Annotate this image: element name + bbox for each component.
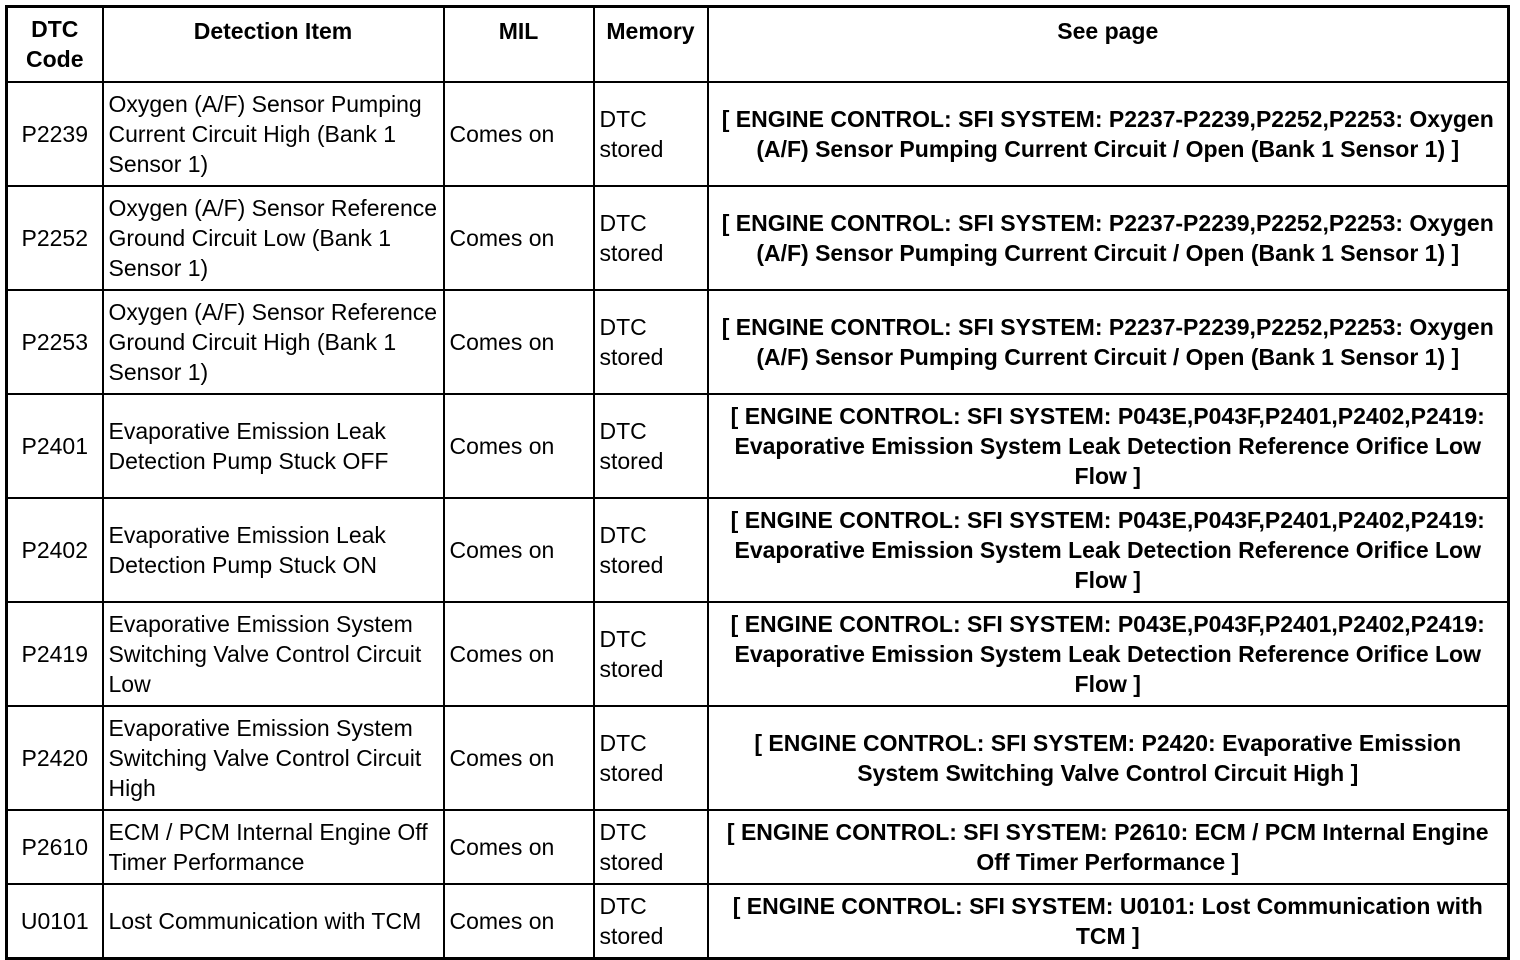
header-see-page: See page — [708, 7, 1509, 83]
table-row — [7, 186, 1509, 290]
mil-cell: Comes on — [444, 498, 594, 602]
see-page-link[interactable]: [ ENGINE CONTROL: SFI SYSTEM: P2237-P2239,P2252,P2253: Oxygen (A/F) Sensor Pumping Current Circuit / Open (Bank 1 Sensor 1) ] — [708, 186, 1509, 290]
header-mil: MIL — [444, 7, 594, 83]
memory-cell: DTC stored — [594, 810, 708, 884]
dtc-code-cell: U0101 — [7, 884, 103, 959]
mil-cell: Comes on — [444, 602, 594, 706]
memory-cell: DTC stored — [594, 82, 708, 186]
mil-cell: Comes on — [444, 810, 594, 884]
table-row — [7, 394, 1509, 498]
memory-cell: DTC stored — [594, 602, 708, 706]
detection-item-cell: Evaporative Emission Leak Detection Pump Stuck OFF — [103, 394, 444, 498]
header-row — [7, 7, 1509, 83]
header-dtc-code: DTC Code — [7, 7, 103, 83]
detection-item-cell: Oxygen (A/F) Sensor Reference Ground Circuit High (Bank 1 Sensor 1) — [103, 290, 444, 394]
mil-cell: Comes on — [444, 394, 594, 498]
detection-item-cell: Evaporative Emission System Switching Valve Control Circuit Low — [103, 602, 444, 706]
mil-cell: Comes on — [444, 884, 594, 959]
dtc-code-cell: P2252 — [7, 186, 103, 290]
dtc-code-cell: P2239 — [7, 82, 103, 186]
dtc-code-cell: P2419 — [7, 602, 103, 706]
see-page-link[interactable]: [ ENGINE CONTROL: SFI SYSTEM: U0101: Lost Communication with TCM ] — [708, 884, 1509, 959]
dtc-table — [5, 5, 1510, 960]
table-row — [7, 602, 1509, 706]
memory-cell: DTC stored — [594, 290, 708, 394]
see-page-link[interactable]: [ ENGINE CONTROL: SFI SYSTEM: P043E,P043F,P2401,P2402,P2419: Evaporative Emission System Leak Detection Reference Orifice Low Flow ] — [708, 498, 1509, 602]
see-page-link[interactable]: [ ENGINE CONTROL: SFI SYSTEM: P2237-P2239,P2252,P2253: Oxygen (A/F) Sensor Pumping Current Circuit / Open (Bank 1 Sensor 1) ] — [708, 290, 1509, 394]
detection-item-cell: Oxygen (A/F) Sensor Pumping Current Circuit High (Bank 1 Sensor 1) — [103, 82, 444, 186]
header-detection-item: Detection Item — [103, 7, 444, 83]
memory-cell: DTC stored — [594, 884, 708, 959]
table-row — [7, 290, 1509, 394]
dtc-code-cell: P2420 — [7, 706, 103, 810]
detection-item-cell: ECM / PCM Internal Engine Off Timer Performance — [103, 810, 444, 884]
memory-cell: DTC stored — [594, 394, 708, 498]
mil-cell: Comes on — [444, 82, 594, 186]
header-memory: Memory — [594, 7, 708, 83]
see-page-link[interactable]: [ ENGINE CONTROL: SFI SYSTEM: P043E,P043F,P2401,P2402,P2419: Evaporative Emission System Leak Detection Reference Orifice Low Flow ] — [708, 394, 1509, 498]
detection-item-cell: Evaporative Emission Leak Detection Pump Stuck ON — [103, 498, 444, 602]
dtc-code-cell: P2402 — [7, 498, 103, 602]
mil-cell: Comes on — [444, 290, 594, 394]
see-page-link[interactable]: [ ENGINE CONTROL: SFI SYSTEM: P043E,P043F,P2401,P2402,P2419: Evaporative Emission System Leak Detection Reference Orifice Low Flow ] — [708, 602, 1509, 706]
see-page-link[interactable]: [ ENGINE CONTROL: SFI SYSTEM: P2420: Evaporative Emission System Switching Valve Control Circuit High ] — [708, 706, 1509, 810]
table-row — [7, 884, 1509, 959]
see-page-link[interactable]: [ ENGINE CONTROL: SFI SYSTEM: P2610: ECM / PCM Internal Engine Off Timer Performance ] — [708, 810, 1509, 884]
dtc-code-cell: P2610 — [7, 810, 103, 884]
memory-cell: DTC stored — [594, 706, 708, 810]
mil-cell: Comes on — [444, 186, 594, 290]
dtc-table-container — [5, 5, 1510, 960]
table-row — [7, 498, 1509, 602]
see-page-link[interactable]: [ ENGINE CONTROL: SFI SYSTEM: P2237-P2239,P2252,P2253: Oxygen (A/F) Sensor Pumping Current Circuit / Open (Bank 1 Sensor 1) ] — [708, 82, 1509, 186]
mil-cell: Comes on — [444, 706, 594, 810]
table-row — [7, 82, 1509, 186]
detection-item-cell: Lost Communication with TCM — [103, 884, 444, 959]
memory-cell: DTC stored — [594, 186, 708, 290]
detection-item-cell: Oxygen (A/F) Sensor Reference Ground Circuit Low (Bank 1 Sensor 1) — [103, 186, 444, 290]
dtc-code-cell: P2401 — [7, 394, 103, 498]
detection-item-cell: Evaporative Emission System Switching Valve Control Circuit High — [103, 706, 444, 810]
table-row — [7, 706, 1509, 810]
dtc-code-cell: P2253 — [7, 290, 103, 394]
memory-cell: DTC stored — [594, 498, 708, 602]
table-row — [7, 810, 1509, 884]
